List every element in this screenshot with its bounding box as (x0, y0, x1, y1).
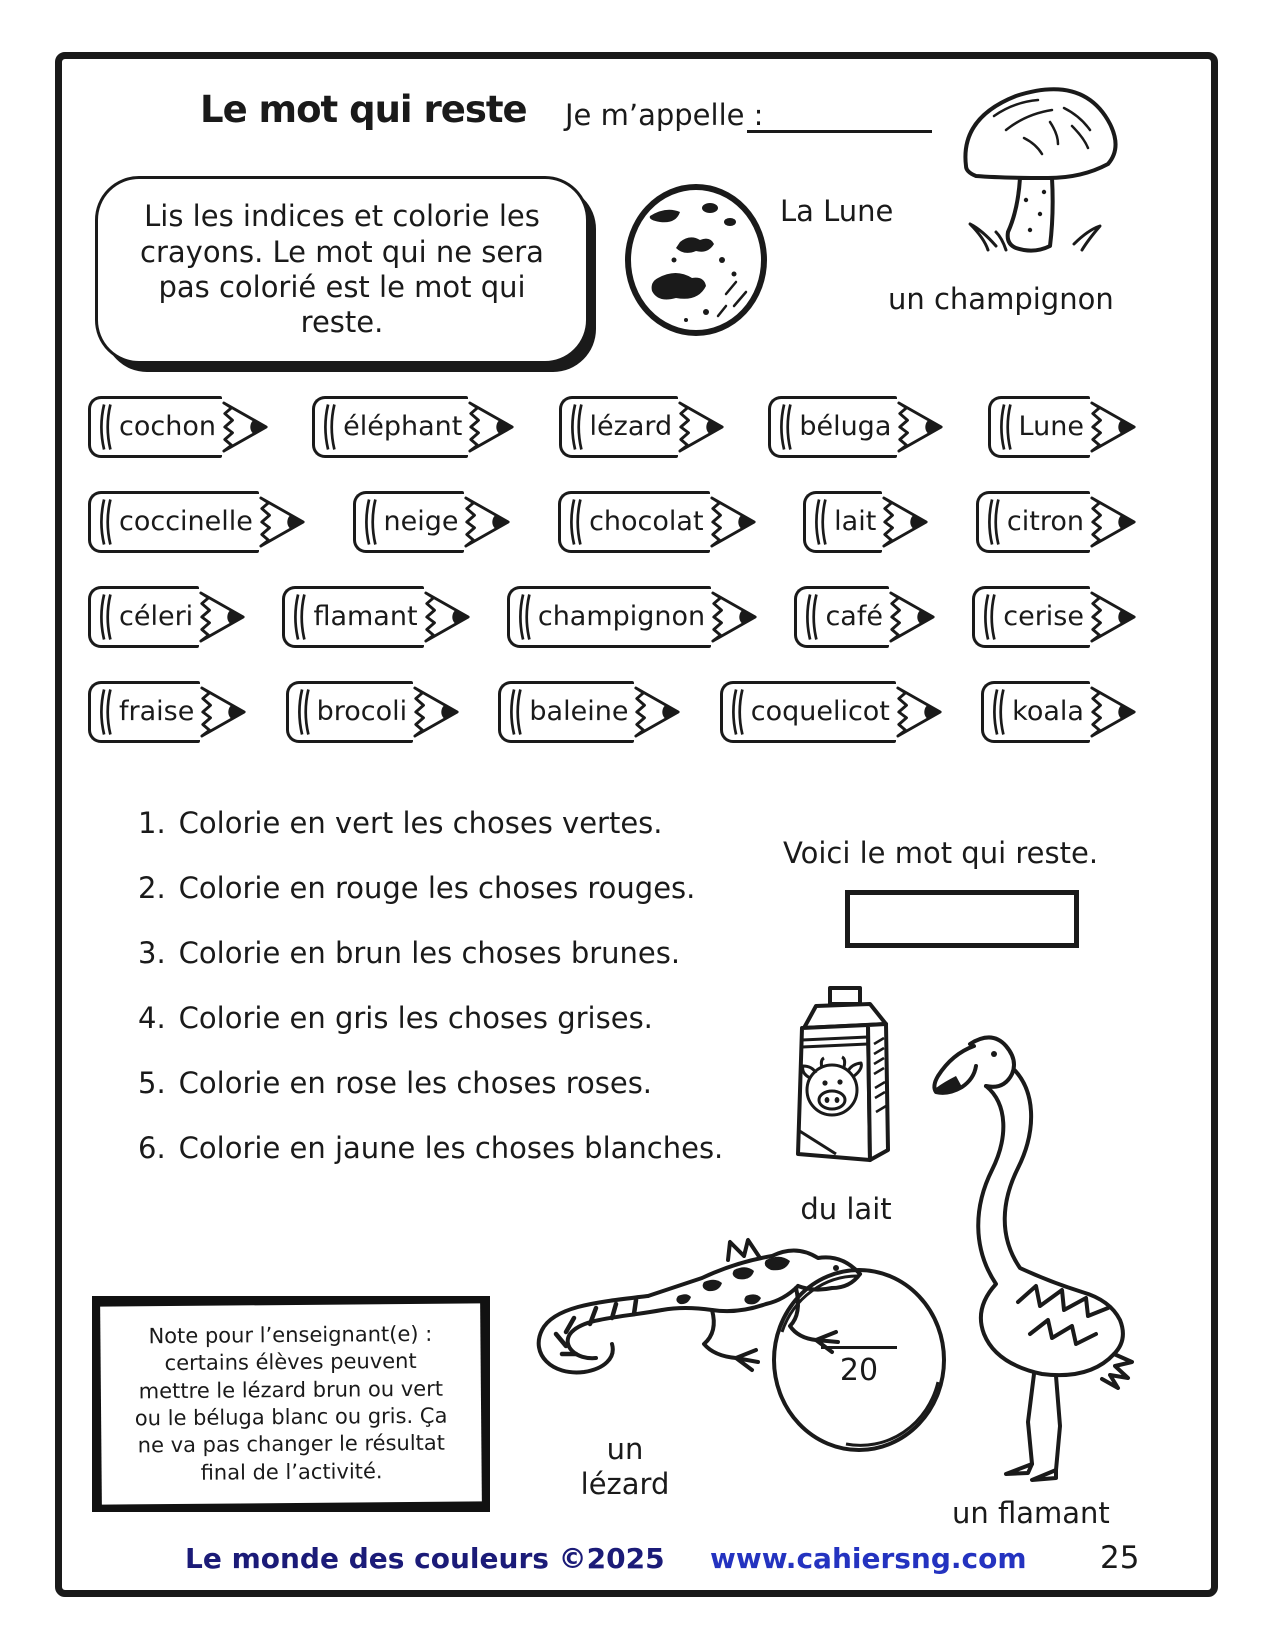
pencil-row (88, 679, 1138, 744)
score-fraction (764, 1262, 954, 1458)
pencil-tip (197, 588, 247, 646)
milk-carton-illustration (786, 982, 906, 1187)
pencil-tip (198, 683, 248, 741)
name-blank-line (747, 96, 932, 133)
pencil-body (88, 586, 199, 648)
flamingo-caption: un flamant (952, 1496, 1110, 1530)
pencil (976, 489, 1138, 554)
score-blank-line (821, 1346, 897, 1349)
pencil (720, 679, 944, 744)
clue-text: Colorie en rouge les choses rouges. (178, 871, 696, 905)
clue-item (138, 1001, 798, 1035)
pencil-body (558, 491, 709, 553)
pencil-tip (1088, 493, 1138, 551)
clue-item (138, 806, 798, 840)
pencil (988, 394, 1138, 459)
pencil-body (981, 681, 1090, 743)
pencil-word: Lune (1018, 411, 1084, 442)
pencil-tip (466, 398, 516, 456)
pencil-ferrule-lines (980, 591, 998, 643)
pencil-ferrule-lines (506, 686, 524, 738)
pencil-ferrule-lines (811, 496, 829, 548)
pencil-tip (220, 398, 270, 456)
pencil (88, 394, 270, 459)
teacher-note-box (92, 1296, 490, 1512)
pencil-tip (1088, 683, 1138, 741)
note-line: final de l’activité. (200, 1458, 383, 1485)
pencil-body (282, 586, 423, 648)
pencil-ferrule-lines (290, 591, 308, 643)
pencil-tip (257, 493, 307, 551)
pencil-ferrule-lines (294, 686, 312, 738)
pencil-body (559, 396, 679, 458)
pencil (282, 584, 471, 649)
pencil-tip (708, 493, 758, 551)
pencil-word: baleine (529, 696, 629, 727)
pencil-ferrule-lines (515, 591, 533, 643)
pencil-ferrule-lines (567, 401, 585, 453)
pencil-word: café (825, 601, 883, 632)
pencil-ferrule-lines (96, 686, 114, 738)
pencil-body (498, 681, 634, 743)
clue-number: 1. (138, 806, 166, 840)
clue-number: 3. (138, 936, 166, 970)
score-denominator: 20 (839, 1353, 879, 1388)
pencil-ferrule-lines (984, 496, 1002, 548)
pencil-row (88, 584, 1138, 649)
clue-text: Colorie en brun les choses brunes. (178, 936, 681, 970)
clue-number: 4. (138, 1001, 166, 1035)
pencil-word: lait (834, 506, 877, 537)
lizard-caption-line2: lézard (580, 1466, 670, 1501)
pencil-body (507, 586, 711, 648)
pencil (768, 394, 945, 459)
score-circle (764, 1262, 954, 1458)
pencil (507, 584, 759, 649)
clue-item (138, 1066, 798, 1100)
pencil-tip (422, 588, 472, 646)
pencil-body (312, 396, 468, 458)
pencil-tip (887, 588, 937, 646)
footer-website: www.cahiersng.com (710, 1542, 1027, 1575)
teacher-note-text (100, 1303, 482, 1504)
pencil-word: céleri (119, 601, 194, 632)
pencil-ferrule-lines (96, 591, 114, 643)
pencil-word: fraise (119, 696, 195, 727)
pencil (498, 679, 682, 744)
pencil (972, 584, 1138, 649)
pencil-tip (632, 683, 682, 741)
pencil-body (794, 586, 889, 648)
pencil-tip (709, 588, 759, 646)
pencil (353, 489, 513, 554)
pencil-tip (895, 398, 945, 456)
clue-text: Colorie en rose les choses roses. (178, 1066, 653, 1100)
pencil-rows (88, 394, 1138, 774)
clue-number: 5. (138, 1066, 166, 1100)
pencil-body (768, 396, 897, 458)
clue-list (138, 806, 798, 1196)
pencil-ferrule-lines (996, 401, 1014, 453)
mushroom-caption: un champignon (888, 282, 1114, 316)
pencil-word: chocolat (589, 506, 704, 537)
lizard-caption (560, 1432, 690, 1502)
pencil (558, 489, 757, 554)
pencil-body (353, 491, 465, 553)
clue-item (138, 1131, 798, 1165)
pencil (803, 489, 930, 554)
pencil-ferrule-lines (96, 401, 114, 453)
pencil-tip (462, 493, 512, 551)
pencil-tip (1088, 588, 1138, 646)
clue-number: 2. (138, 871, 166, 905)
pencil-word: champignon (537, 601, 706, 632)
lizard-caption-line1: un (606, 1432, 644, 1466)
pencil-word: citron (1006, 506, 1084, 537)
pencil-ferrule-lines (776, 401, 794, 453)
page-title: Le mot qui reste (200, 88, 527, 131)
pencil (981, 679, 1138, 744)
clue-item (138, 871, 798, 905)
pencil (794, 584, 937, 649)
pencil-body (88, 396, 222, 458)
pencil-tip (676, 398, 726, 456)
pencil-row (88, 394, 1138, 459)
pencil-word: coccinelle (119, 506, 253, 537)
instruction-bubble (95, 176, 589, 364)
pencil-ferrule-lines (566, 496, 584, 548)
pencil-word: coquelicot (750, 696, 890, 727)
answer-box (845, 890, 1079, 948)
pencil-word: lézard (589, 411, 673, 442)
footer-brand: Le monde des couleurs ©2025 (185, 1542, 665, 1575)
pencil (286, 679, 462, 744)
name-label: Je m’appelle : (565, 98, 764, 132)
pencil-ferrule-lines (989, 686, 1007, 738)
note-line: certains élèves peuvent (164, 1349, 417, 1376)
pencil-tip (411, 683, 461, 741)
instruction-text: Lis les indices et colorie les crayons. Le mot qui ne sera pas colorié est le mot qui reste. (140, 199, 544, 340)
pencil-word: cochon (119, 411, 216, 442)
pencil (88, 679, 248, 744)
pencil-word: éléphant (343, 411, 463, 442)
mushroom-illustration (952, 80, 1124, 258)
pencil-word: neige (383, 506, 459, 537)
clue-number: 6. (138, 1131, 166, 1165)
pencil-ferrule-lines (96, 496, 114, 548)
pencil-body (976, 491, 1090, 553)
clue-text: Colorie en vert les choses vertes. (178, 806, 663, 840)
note-line: Note pour l’enseignant(e) : (148, 1321, 433, 1349)
pencil-row (88, 489, 1138, 554)
milk-caption: du lait (800, 1192, 892, 1226)
pencil-ferrule-lines (320, 401, 338, 453)
note-line: mettre le lézard brun ou vert (138, 1376, 444, 1404)
pencil-body (286, 681, 414, 743)
pencil (312, 394, 516, 459)
pencil (559, 394, 727, 459)
pencil-tip (894, 683, 944, 741)
pencil-ferrule-lines (728, 686, 746, 738)
pencil-body (88, 681, 200, 743)
pencil-body (803, 491, 882, 553)
pencil-body (88, 491, 259, 553)
clue-text: Colorie en gris les choses grises. (178, 1001, 653, 1035)
footer-page-number: 25 (1100, 1540, 1140, 1576)
pencil-body (988, 396, 1090, 458)
pencil (88, 584, 247, 649)
moon-illustration (622, 180, 772, 338)
pencil-word: koala (1012, 696, 1084, 727)
pencil-body (972, 586, 1090, 648)
pencil-word: cerise (1003, 601, 1084, 632)
pencil-tip (1088, 398, 1138, 456)
clue-item (138, 936, 798, 970)
moon-caption: La Lune (780, 194, 894, 228)
pencil-word: brocoli (316, 696, 408, 727)
pencil-tip (880, 493, 930, 551)
pencil-ferrule-lines (361, 496, 379, 548)
pencil-word: béluga (799, 411, 892, 442)
note-line: ou le béluga blanc ou gris. Ça (134, 1403, 448, 1431)
answer-heading: Voici le mot qui reste. (783, 836, 1099, 870)
pencil-body (720, 681, 896, 743)
clue-text: Colorie en jaune les choses blanches. (178, 1131, 724, 1165)
pencil (88, 489, 307, 554)
pencil-word: flamant (313, 601, 418, 632)
note-line: ne va pas changer le résultat (137, 1430, 446, 1458)
pencil-ferrule-lines (802, 591, 820, 643)
